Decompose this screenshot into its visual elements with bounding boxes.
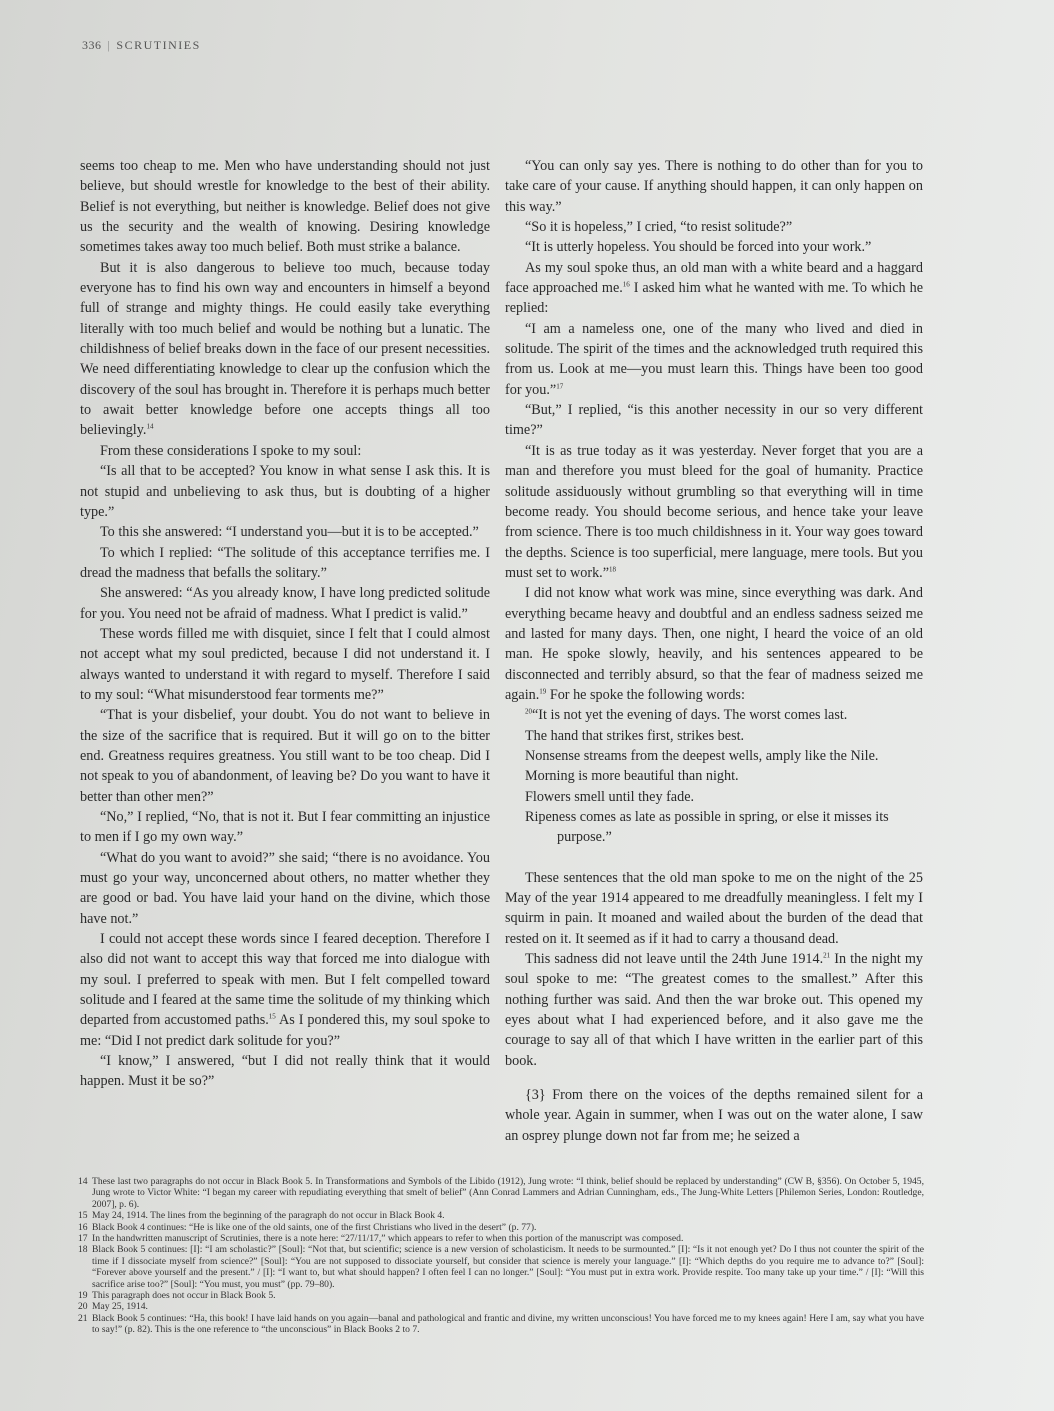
footnote: 17 In the handwritten manuscript of Scrutinies, there is a note here: “27/11/17,” which appears to refer to when this portion of the manuscript was composed. [78,1233,684,1245]
footnote-ref: 21 [823,951,831,960]
footnote: 14 These last two paragraphs do not occur in Black Book 5. In Transformations and Symbols of the Libido (1912), Jung wrote: “I think, belief should be replaced by understanding” (CW B, §356). On October 5, 1945, Jung wrote to Victor White: “I began my career with repudiating everything that smelt of belief” (Ann Conrad Lammers and Adrian Cunningham, eds., The Jung-White Letters [Philemon Series, London: Routledge, 2007], p. 6). [78,1176,924,1210]
paragraph: “It is utterly hopeless. You should be forced into your work.” [525,239,872,256]
paragraph: {3} From there on the voices of the depths remained silent for a whole year. Again in summer, when I was out on the water alone, I saw an osprey plunge down not far from me; he seized a [505,1087,923,1144]
footnote: 19 This paragraph does not occur in Black Book 5. [78,1290,276,1302]
paragraph: “But,” I replied, “is this another necessity in our so very different time?” [505,402,923,439]
paragraph: These words filled me with disquiet, since I felt that I could almost not accept what my soul predicted, because I did not understand it. I always wanted to understand it with regard to myself. Therefore I said to my soul: “What misunderstood fear torments me?” [80,625,490,703]
footnote-ref: 15 [268,1012,276,1021]
running-title: SCRUTINIES [116,38,201,52]
paragraph: “I am a nameless one, one of the many who lived and died in solitude. The spirit of the times and the acknowledged truth required this from us. Look at me—you must learn this. Things have been too good for you.”$^{17}$ [505,320,923,398]
verse-line: Flowers smell until they fade. [525,788,695,805]
header-separator: | [107,38,111,52]
paragraph: “What do you want to avoid?” she said; “there is no avoidance. You must go your way, unconcerned about others, no matter whether they are good or bad. You have laid your hand on the divine, which those have not.” [80,849,490,927]
paragraph: As my soul spoke thus, an old man with a white beard and a haggard face approached me.$^{16}$ I asked him what he wanted with me. To which he replied: [505,259,923,317]
left-column [80,156,490,1092]
verse-line: The hand that strikes first, strikes best. [525,727,745,744]
footnote-ref: 14 [146,422,154,431]
paragraph: “I know,” I answered, “but I did not really think that it would happen. Must it be so?” [80,1053,490,1090]
running-header [82,38,201,53]
verse-line: Nonsense streams from the deepest wells, amply like the Nile. [525,747,879,764]
right-column [505,156,923,1146]
paragraph: I could not accept these words since I feared deception. Therefore I also did not want to accept this way that forced me into dialogue with my soul. I preferred to speak with men. But I felt compelled toward solitude and I feared at the same time the solitude of my thinking which departed from accustomed paths.$^{15}$ As I pondered this, my soul spoke to me: “Did I not predict dark solitude for you?” [80,931,490,1049]
verse-line: $^{20}$“It is not yet the evening of days. The worst comes last. [525,707,848,724]
footnote: 16 Black Book 4 continues: “He is like one of the old saints, one of the first Christians who lived in the desert” (p. 77). [78,1221,537,1233]
paragraph: “It is as true today as it was yesterday. Never forget that you are a man and therefore you must bleed for the goal of humanity. Practice solitude assiduously without grumbling so that everything will in time become ready. You should become serious, and hence take your leave from science. There is too much childishness in it. Your way goes toward the depths. Science is too superficial, mere language, mere tools. But you must set to work.”$^{18}$ [505,442,923,581]
footnote: 18 Black Book 5 continues: [I]: “I am scholastic?” [Soul]: “Not that, but scientific; science is a new version of scholasticism. It needs to be surmounted.” [I]: “Is it not enough yet? Do I thus not counter the spirit of the time if I dissociate myself from science?” [Soul]: “You are not supposed to dissociate yourself, but consider that science is merely your language.” [I]: “Which depths do you require me to advance to?” [Soul]: “Forever above yourself and the present.” / [I]: “I want to, but what should happen? I often feel I can no longer.” [Soul]: “You must put in extra work. Provide respite. Too many take up your time.” / [I]: “Will this sacrifice arise too?” [Soul]: “You must, you must” (pp. 79–80). [78,1244,924,1290]
paragraph: She answered: “As you already know, I have long predicted solitude for you. You need not be afraid of madness. What I predict is valid.” [80,585,490,622]
paragraph: “Is all that to be accepted? You know in what sense I ask this. It is not stupid and unbelieving to ask thus, but is doubting of a higher type.” [80,463,490,520]
footnote-ref: 20 [525,707,532,716]
footnote: 21 Black Book 5 continues: “Ha, this book! I have laid hands on you again—banal and pathological and frantic and divine, my written unconscious! You have forced me to my knees again! Here I am, say what you have to say!” (p. 82). This is the one reference to “the unconscious” in Black Books 2 to 7. [78,1312,924,1336]
paragraph: These sentences that the old man spoke to me on the night of the 25 May of the year 1914 appeared to me dreadfully meaningless. I felt my I squirm in pain. It moaned and wailed about the burden of the dead that rested on it. It seemed as if it had to carry a thousand dead. [505,869,923,947]
verse-line: Ripeness comes as late as possible in spring, or else it misses its purpose.” [525,809,889,846]
footnote-ref: 19 [539,687,547,696]
paragraph: “No,” I replied, “No, that is not it. But I fear committing an injustice to men if I go my own way.” [80,809,490,846]
footnote-ref: 18 [609,565,617,574]
paragraph: But it is also dangerous to believe too much, because today everyone has to find his own way and encounters in himself a beyond full of strange and mighty things. He could easily take everything literally with too much belief and would be nothing but a lunatic. The childishness of belief breaks down in the face of our present necessities. We need differentiating knowledge to clear up the confusion which the discovery of the soul has brought in. Therefore it is perhaps much better to await better knowledge before one accepts things all too believingly.$^{14}$ [80,259,490,439]
paragraph: seems too cheap to me. Men who have understanding should not just believe, but should wrestle for knowledge to the best of their ability. Belief is not everything, but neither is knowledge. Belief does not give us the security and the wealth of knowing. Desiring knowledge sometimes takes away too much belief. Both must strike a balance. [80,158,490,256]
paragraph: To this she answered: “I understand you—but it is to be accepted.” [100,524,479,541]
footnote: 20 May 25, 1914. [78,1301,148,1313]
footnote-ref: 16 [622,280,630,289]
paragraph: This sadness did not leave until the 24th June 1914.21 In the night my soul spoke to me: “The greatest comes to the smallest.” After this nothing further was said. And then the war broke out. This opened my eyes about what I had experienced before, and it also gave me the courage to say all of that which I have written in the earlier part of this book. [505,951,924,1069]
footnote: 15 May 24, 1914. The lines from the beginning of the paragraph do not occur in Black Book 4. [78,1210,445,1222]
page-number: 336 [82,38,102,52]
paragraph: “You can only say yes. There is nothing to do other than for you to take care of your cause. If anything should happen, it can only happen on this way.” [505,158,923,215]
paragraph: I did not know what work was mine, since everything was dark. And everything became heavy and doubtful and an endless sadness seized me and lasted for many days. Then, one night, I heard the voice of an old man. He spoke slowly, heavily, and his sentences appeared to be disconnected and terribly absurd, so that the fear of madness seized me again.$^{19}$ For he spoke the following words: [505,585,923,703]
footnote-ref: 17 [556,382,564,391]
paragraph: From these considerations I spoke to my soul: [100,442,362,459]
paragraph: “That is your disbelief, your doubt. You do not want to believe in the size of the sacrifice that is required. But it will go on to the bitter end. Greatness requires greatness. You still want to be too cheap. Did I not speak to you of abandonment, of leaving be? Do you want to have it better than other men?” [80,707,490,805]
verse-line: Morning is more beautiful than night. [525,768,739,785]
paragraph: “So it is hopeless,” I cried, “to resist solitude?” [525,219,793,236]
footnotes [78,1176,924,1336]
paragraph: To which I replied: “The solitude of this acceptance terrifies me. I dread the madness that befalls the solitary.” [80,544,490,581]
